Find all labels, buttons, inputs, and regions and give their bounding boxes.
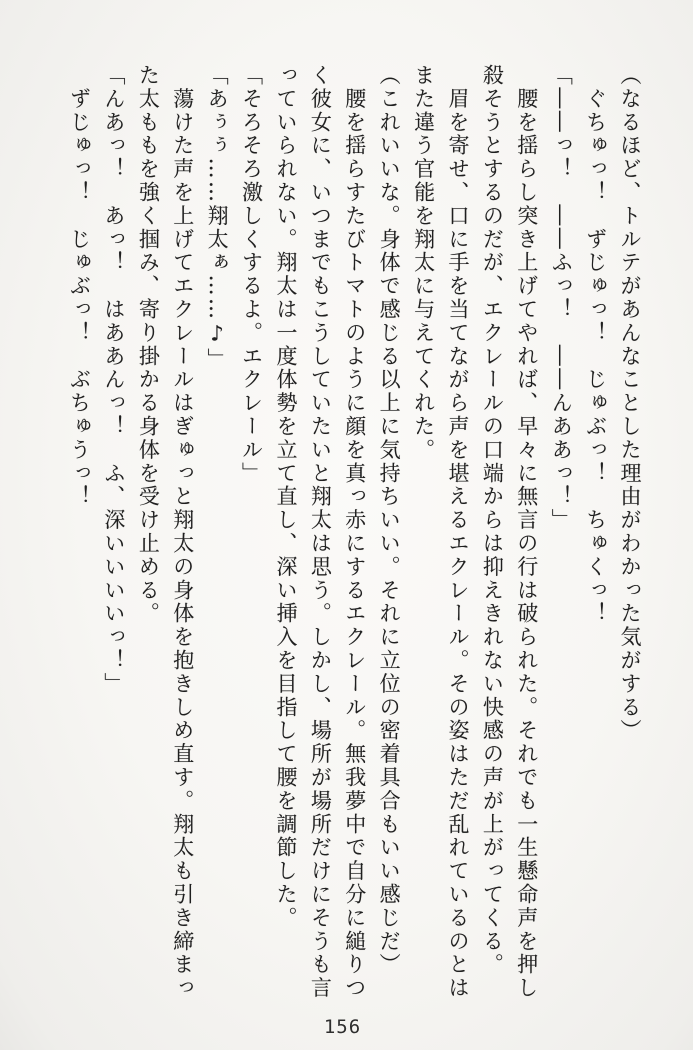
text-line: 眉を寄せ、口に手を当てながら声を堪えるエクレール。その姿はただ乱れているのとは [445,64,470,1000]
text-line: また違う官能を翔太に与えてくれた。 [411,64,436,462]
text-line: （なるほど、トルテがあんなことした理由がわかった気がする） [618,64,642,743]
text-line: 蕩けた声を上げてエクレールはぎゅっと翔太の身体を抱きしめ直す。翔太も引き締まっ [170,64,195,1000]
text-line: 殺そうとするのだが、エクレールの口端からは抑えきれない快感の声が上がってくる。 [480,64,505,977]
text-line: っていられない。翔太は一度体勢を立て直し、深い挿入を目指して腰を調節した。 [273,64,298,930]
text-line: 「んあっ！ あっ！ はああんっ！ ふ、深いいいいっ！」 [101,64,126,696]
vertical-text-block [62,64,647,1006]
text-line: ぐちゅっ！ ずじゅっ！ じゅぶっ！ ちゅくっ！ [583,64,608,626]
text-line: 「――っ！ ――ふっ！ ――んああっ！」 [549,64,574,532]
text-line: ずじゅっ！ じゅぶっ！ ぶちゅうっ！ [67,64,92,509]
page-number: 156 [323,1016,362,1038]
text-line: （これいいな。身体で感じる以上に気持ちいい。それに立位の密着具合もいい感じだ） [377,64,402,977]
text-line: 腰を揺らすたびトマトのように顔を真っ赤にするエクレール。無我夢中で自分に縋りつ [342,64,367,1000]
text-line: 「そろそろ激しくするよ。エクレール」 [239,64,264,486]
text-line: た太ももを強く掴み、寄り掛かる身体を受け止める。 [136,64,161,626]
text-line: く彼女に、いつまでもこうしていたいと翔太は思う。しかし、場所が場所だけにそうも言 [308,64,333,1000]
text-line: 「あぅぅ……翔太ぁ……♪」 [205,64,230,372]
text-line: 腰を揺らし突き上げてやれば、早々に無言の行は破られた。それでも一生懸命声を押し [514,64,539,1000]
